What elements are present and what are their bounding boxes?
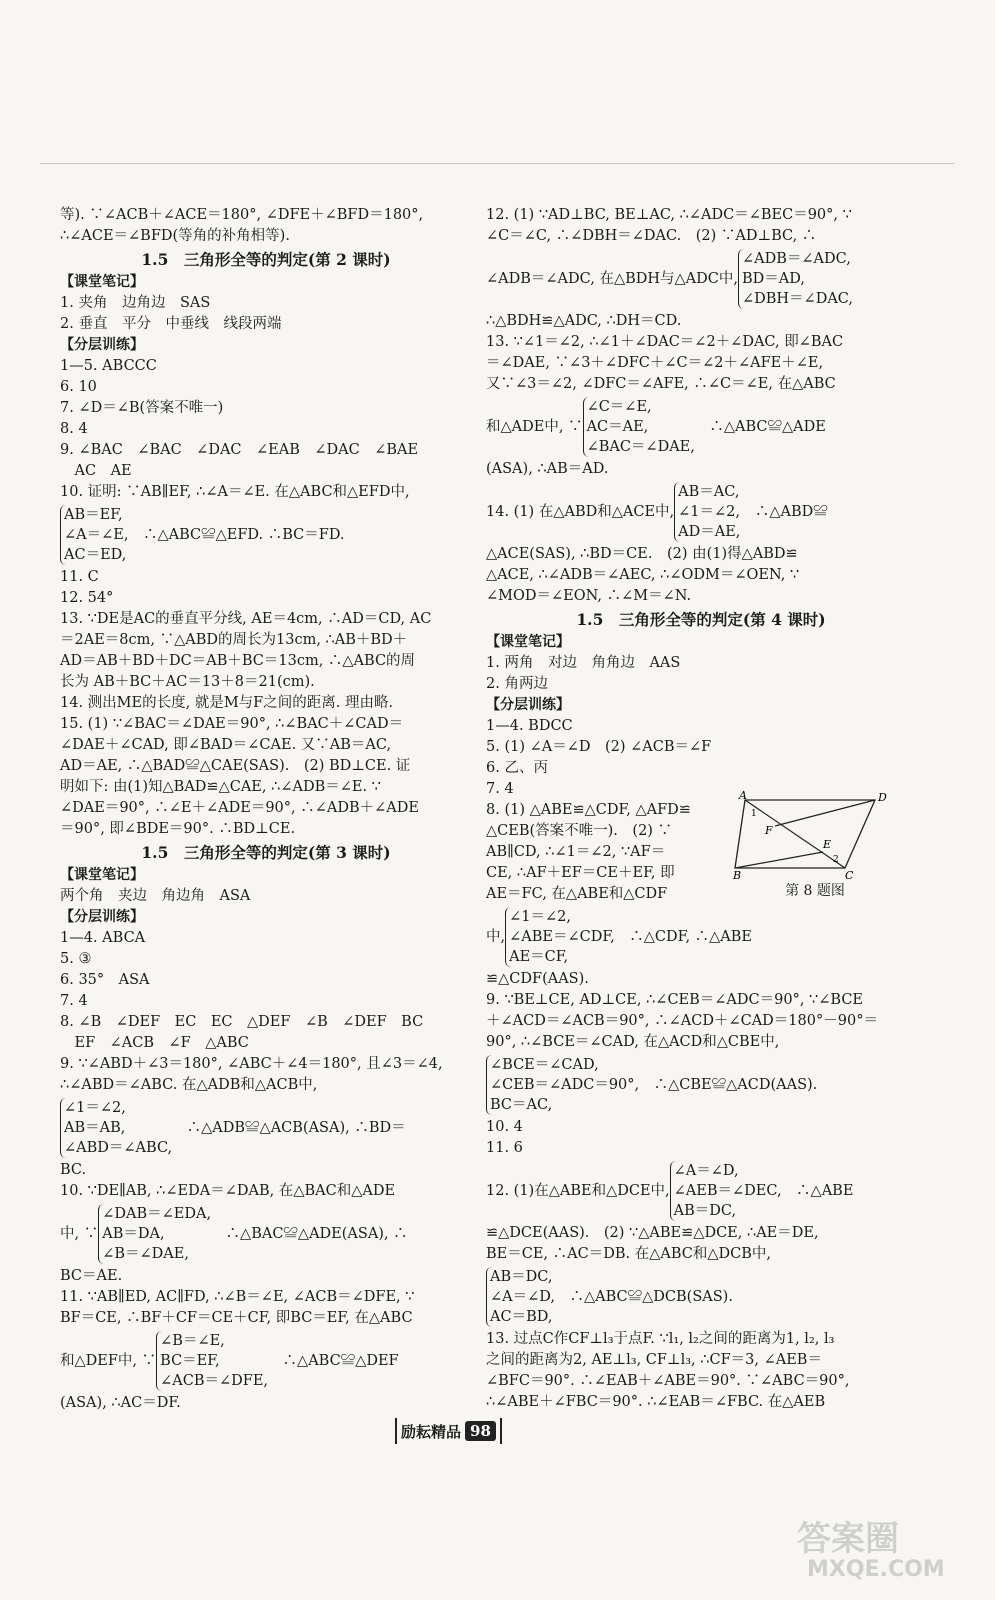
- answer-line: 两个角 夹边 角边角 ASA: [60, 888, 251, 904]
- answer-line: ≌△CDF(AAS).: [486, 971, 589, 987]
- answer-line: 13. ∵DE是AC的垂直平分线, AE＝4cm, ∴AD＝CD, AC: [60, 611, 432, 627]
- brace-condition: AC＝AE,: [586, 419, 649, 435]
- brace-conditions: [738, 249, 853, 309]
- answer-line: AB∥CD, ∴∠1＝∠2, ∵AF＝: [486, 844, 666, 860]
- answer-line: 2. 角两边: [486, 676, 548, 692]
- answer-line: CE, ∴AF＋EF＝CE＋EF, 即: [486, 865, 675, 881]
- answer-line: 9. ∵BE⊥CE, AD⊥CE, ∴∠CEB＝∠ADC＝90°, ∵∠BCE: [486, 992, 864, 1008]
- brace-block: [60, 503, 472, 567]
- page-number: 98: [465, 1421, 496, 1441]
- brace-condition: ∠A＝∠D,: [490, 1289, 555, 1305]
- answer-line: 13. 过点C作CF⊥l₃于点F. ∵l₁, l₂之间的距离为1, l₂, l₃: [486, 1331, 835, 1347]
- answer-line: ∠DAE＝90°, ∴∠E＋∠ADE＝90°, ∴∠ADB＋∠ADE: [60, 800, 419, 816]
- brace-condition: ∠ACB＝∠DFE,: [160, 1373, 269, 1389]
- brand-label: 励耘精品: [401, 1422, 462, 1441]
- answer-line: 5. (1) ∠A＝∠D (2) ∠ACB＝∠F: [486, 739, 712, 755]
- page-footer: [395, 1418, 502, 1444]
- subsection-label: 【分层训练】: [486, 697, 570, 713]
- answer-line: 12. (1) ∵AD⊥BC, BE⊥AC, ∴∠ADC＝∠BEC＝90°, ∵: [486, 207, 852, 223]
- answer-line: (ASA), ∴AC＝DF.: [60, 1395, 181, 1411]
- answer-line: ＝∠DAE, ∵∠3＋∠DFC＋∠C＝∠2＋∠AFE＋∠E,: [486, 355, 824, 371]
- answer-line: ∠DAE＋∠CAD, 即∠BAD＝∠CAE. 又∵AB＝AC,: [60, 737, 392, 753]
- brace-conclusion: ∴△ABC≌△DEF: [268, 1352, 399, 1369]
- answer-line: AC AE: [60, 463, 132, 479]
- label-d: D: [878, 791, 887, 804]
- label-f: F: [765, 824, 773, 837]
- answer-line: 1—5. ABCCC: [60, 358, 157, 374]
- segment-df: [775, 800, 875, 826]
- answer-line: 之间的距离为2, AE⊥l₃, CF⊥l₃, ∴CF＝3, ∠AEB＝: [486, 1352, 822, 1368]
- answer-line: ∴∠ABD＝∠ABC. 在△ADB和△ACB中,: [60, 1077, 318, 1093]
- answer-line: 13. ∵∠1＝∠2, ∴∠1＋∠DAC＝∠2＋∠DAC, 即∠BAC: [486, 334, 844, 350]
- brace-condition: AE＝CF,: [509, 949, 569, 965]
- brace-block: [60, 1202, 472, 1266]
- answer-line: ∴∠ACE＝∠BFD(等角的补角相等).: [60, 228, 290, 244]
- answer-line: ∠BFC＝90°. ∴∠EAB＋∠ABE＝90°. ∵∠ABC＝90°,: [486, 1373, 850, 1389]
- answer-line: 6. 10: [60, 379, 97, 395]
- brace-condition: AB＝AC,: [678, 484, 740, 500]
- label-a: A: [739, 789, 747, 802]
- answer-line: AD＝AE, ∴△BAD≌△CAE(SAS). (2) BD⊥CE. 证: [60, 758, 411, 774]
- footer-bar-left: [395, 1418, 397, 1444]
- answer-line: 5. ③: [60, 951, 92, 967]
- brace-condition: BD＝AD,: [741, 271, 805, 287]
- answer-line: △CEB(答案不唯一). (2) ∵: [486, 823, 673, 839]
- brace-conditions: [505, 907, 615, 967]
- brace-condition: AD＝AE,: [678, 524, 741, 540]
- brace-condition: BC＝EF,: [160, 1353, 220, 1369]
- brace-condition: BC＝AC,: [490, 1097, 553, 1113]
- answer-line: 6. 乙、丙: [486, 760, 548, 776]
- brace-condition: ∠BAC＝∠DAE,: [586, 439, 695, 455]
- brace-block: [486, 1159, 916, 1223]
- brace-conditions: [674, 482, 740, 542]
- answer-line: ∴∠ABE＋∠FBC＝90°. ∴∠EAB＝∠FBC. 在△AEB: [486, 1394, 826, 1410]
- answer-line: 1—4. BDCC: [486, 718, 573, 734]
- subsection-label: 【课堂笔记】: [60, 274, 144, 290]
- brace-block: [486, 247, 916, 311]
- answer-line: 11. C: [60, 569, 99, 585]
- answer-line: BF＝CE, ∴BF＋CF＝CE＋CF, 即BC＝EF, 在△ABC: [60, 1310, 413, 1326]
- answer-line: 9. ∵∠ABD＋∠3＝180°, ∠ABC＋∠4＝180°, 且∠3＝∠4,: [60, 1056, 443, 1072]
- brace-condition: AB＝AB,: [64, 1120, 126, 1136]
- brace-condition: AB＝DC,: [673, 1203, 737, 1219]
- answer-line: 8. (1) △ABE≌△CDF, △AFD≌: [486, 802, 691, 818]
- brace-condition: ∠DBH＝∠DAC,: [741, 291, 853, 307]
- label-c: C: [845, 869, 854, 882]
- brace-conditions: [670, 1161, 782, 1221]
- brace-condition: ∠B＝∠DAE,: [102, 1246, 189, 1262]
- answer-line: 长为 AB＋BC＋AC＝13＋8＝21(cm).: [60, 674, 315, 690]
- brace-condition: ∠A＝∠D,: [673, 1163, 739, 1179]
- brace-lead-text: 14. (1) 在△ABD和△ACE中,: [486, 503, 675, 520]
- answer-line: 11. ∵AB∥ED, AC∥FD, ∴∠B＝∠E, ∠ACB＝∠DFE, ∵: [60, 1289, 415, 1305]
- answer-line: 12. 54°: [60, 590, 114, 606]
- segment-be: [735, 852, 823, 868]
- answer-line: (ASA), ∴AB＝AD.: [486, 461, 609, 477]
- brace-lead-text: 和△DEF中, ∵: [60, 1352, 157, 1369]
- brace-condition: ∠BCE＝∠CAD,: [490, 1057, 599, 1073]
- answer-line: 10. ∵DE∥AB, ∴∠EDA＝∠DAB, 在△BAC和△ADE: [60, 1183, 396, 1199]
- answer-line: ＝2AE＝8cm, ∵△ABD的周长为13cm, ∴AB＋BD＋: [60, 632, 408, 648]
- answer-line: 9. ∠BAC ∠BAC ∠DAC ∠EAB ∠DAC ∠BAE: [60, 442, 419, 458]
- figure-caption: 第 8 题图: [785, 883, 845, 899]
- brace-block: [486, 480, 916, 544]
- answer-line: 又∵∠3＝∠2, ∠DFC＝∠AFE, ∴∠C＝∠E, 在△ABC: [486, 376, 836, 392]
- subsection-label: 【课堂笔记】: [60, 867, 144, 883]
- answer-line: 7. 4: [60, 993, 88, 1009]
- brace-condition: ∠1＝∠2,: [509, 909, 571, 925]
- answer-line: 1. 夹角 边角边 SAS: [60, 295, 211, 311]
- brace-conditions: [98, 1204, 211, 1264]
- footer-bar-right: [500, 1418, 502, 1444]
- answer-line: △ACE, ∴∠ADB＝∠AEC, ∴∠ODM＝∠OEN, ∵: [486, 567, 800, 583]
- brace-conditions: [156, 1331, 268, 1391]
- brace-condition: ∠A＝∠E,: [64, 527, 129, 543]
- brace-condition: ∠AEB＝∠DEC,: [673, 1183, 782, 1199]
- answer-line: AE＝FC, 在△ABE和△CDF: [486, 886, 668, 902]
- brace-condition: ∠C＝∠E,: [586, 399, 652, 415]
- label-b: B: [733, 869, 742, 882]
- answer-line: ∠C＝∠C, ∴∠DBH＝∠DAC. (2) ∵AD⊥BC, ∴: [486, 228, 817, 244]
- brace-condition: ∠ABD＝∠ABC,: [64, 1140, 173, 1156]
- brace-condition: ∠ABE＝∠CDF,: [509, 929, 615, 945]
- label-angle-2: 2: [833, 855, 839, 865]
- subsection-label: 【课堂笔记】: [486, 634, 570, 650]
- brace-lead-text: 中, ∵: [60, 1225, 99, 1242]
- section-heading: 1.5 三角形全等的判定(第 2 课时): [141, 250, 391, 269]
- brace-conclusion: ∴△ABC≌△EFD. ∴BC＝FD.: [128, 526, 345, 543]
- watermark-title: 答案圈: [797, 1519, 899, 1559]
- brace-conclusion: ∴△CBE≌△ACD(AAS).: [639, 1076, 818, 1093]
- answer-line: 14. 测出ME的长度, 就是M与F之间的距离. 理由略.: [60, 695, 394, 711]
- brace-conclusion: ∴△ABC≌△DCB(SAS).: [555, 1288, 733, 1305]
- answer-line: AD＝AB＋BD＋DC＝AB＋BC＝13cm, ∴△ABC的周: [60, 653, 416, 669]
- answer-line: BC.: [60, 1162, 87, 1178]
- answer-line: ＋∠ACD＝∠ACB＝90°, ∴∠ACD＋∠CAD＝180°－90°＝: [486, 1013, 878, 1029]
- brace-conclusion: ∴△ABD≌: [740, 503, 828, 520]
- subsection-label: 【分层训练】: [60, 909, 144, 925]
- brace-conditions: [60, 505, 128, 565]
- label-e: E: [823, 838, 832, 851]
- answer-line: 明如下: 由(1)知△BAD≌△CAE, ∴∠ADB＝∠E. ∵: [60, 779, 381, 795]
- brace-block: [60, 1096, 472, 1160]
- brace-lead-text: 12. (1)在△ABE和△DCE中,: [486, 1182, 670, 1199]
- brace-conclusion: ∴△ADB≌△ACB(ASA), ∴BD＝: [172, 1119, 406, 1136]
- answer-line: 等). ∵∠ACB＋∠ACE＝180°, ∠DFE＋∠BFD＝180°,: [60, 207, 424, 223]
- answer-line: 8. ∠B ∠DEF EC EC △DEF ∠B ∠DEF BC: [60, 1014, 424, 1030]
- answer-line: 2. 垂直 平分 中垂线 线段两端: [60, 316, 282, 332]
- brace-condition: ∠B＝∠E,: [160, 1333, 225, 1349]
- parallelogram-diagram: [735, 790, 895, 880]
- answer-line: EF ∠ACB ∠F △ABC: [60, 1035, 249, 1051]
- brace-conclusion: ∴△BAC≌△ADE(ASA), ∴: [211, 1225, 408, 1242]
- brace-condition: AB＝DC,: [490, 1269, 553, 1285]
- answer-line: BE＝CE, ∴AC＝DB. 在△ABC和△DCB中,: [486, 1246, 771, 1262]
- answer-line: 7. 4: [486, 781, 514, 797]
- answer-line: 15. (1) ∵∠BAC＝∠DAE＝90°, ∴∠BAC＋∠CAD＝: [60, 716, 404, 732]
- watermark-url: MXQE.COM: [807, 1557, 945, 1582]
- answer-line: 1. 两角 对边 角角边 AAS: [486, 655, 681, 671]
- answer-line: △ACE(SAS), ∴BD＝CE. (2) 由(1)得△ABD≌: [486, 546, 798, 562]
- answer-line: 1—4. ABCA: [60, 930, 146, 946]
- answer-line: 8. 4: [60, 421, 88, 437]
- brace-block: [486, 395, 916, 459]
- answer-line: 6. 35° ASA: [60, 972, 150, 988]
- brace-block: [486, 905, 916, 969]
- answer-line: ≌△DCE(AAS). (2) ∵△ABE≌△DCE, ∴AE＝DE,: [486, 1225, 819, 1241]
- brace-lead-text: 和△ADE中, ∵: [486, 418, 583, 435]
- answer-line: ∠MOD＝∠EON, ∴∠M＝∠N.: [486, 588, 692, 604]
- section-heading: 1.5 三角形全等的判定(第 3 课时): [141, 843, 391, 862]
- answer-line: 90°, ∴∠BCE＝∠CAD, 在△ACD和△CBE中,: [486, 1034, 780, 1050]
- label-angle-1: 1: [751, 809, 757, 819]
- brace-condition: AB＝EF,: [64, 507, 123, 523]
- brace-condition: ∠DAB＝∠EDA,: [102, 1206, 212, 1222]
- answer-line: 11. 6: [486, 1140, 523, 1156]
- brace-conditions: [486, 1055, 639, 1115]
- answer-line: ∴△BDH≌△ADC, ∴DH＝CD.: [486, 313, 682, 329]
- answer-line: 7. ∠D＝∠B(答案不唯一): [60, 400, 224, 416]
- brace-condition: ∠1＝∠2,: [64, 1100, 126, 1116]
- brace-condition: AB＝DA,: [102, 1226, 165, 1242]
- brace-conclusion: ∴△ABE: [781, 1182, 854, 1199]
- brace-block: [60, 1329, 472, 1393]
- subsection-label: 【分层训练】: [60, 337, 144, 353]
- brace-condition: AC＝ED,: [64, 547, 127, 563]
- answer-line: 10. 4: [486, 1119, 523, 1135]
- brace-condition: ∠1＝∠2,: [678, 504, 740, 520]
- figure-problem-8: [735, 790, 895, 900]
- watermark-logo: [787, 1512, 977, 1582]
- answer-line: BC＝AE.: [60, 1268, 123, 1284]
- brace-condition: AC＝BD,: [490, 1309, 553, 1325]
- brace-conditions: [486, 1267, 555, 1327]
- answer-line: ＝90°, 即∠BDE＝90°. ∴BD⊥CE.: [60, 821, 296, 837]
- brace-condition: ∠ADB＝∠ADC,: [741, 251, 851, 267]
- brace-conclusion: ∴△ABC≌△ADE: [694, 418, 826, 435]
- brace-block: [486, 1265, 916, 1329]
- brace-condition: ∠CEB＝∠ADC＝90°,: [490, 1077, 640, 1093]
- brace-lead-text: ∠ADB＝∠ADC, 在△BDH与△ADC中,: [486, 270, 738, 287]
- answer-line: 10. 证明: ∵AB∥EF, ∴∠A＝∠E. 在△ABC和△EFD中,: [60, 484, 410, 500]
- brace-conditions: [60, 1098, 172, 1158]
- section-heading: 1.5 三角形全等的判定(第 4 课时): [576, 610, 826, 629]
- diagonal-ac: [745, 800, 845, 868]
- brace-block: [486, 1053, 916, 1117]
- brace-conclusion: ∴△CDF, ∴△ABE: [614, 928, 753, 945]
- brace-conditions: [583, 397, 695, 457]
- left-column: [60, 205, 472, 1414]
- brace-lead-text: 中,: [486, 928, 506, 945]
- header-rule: [40, 163, 955, 164]
